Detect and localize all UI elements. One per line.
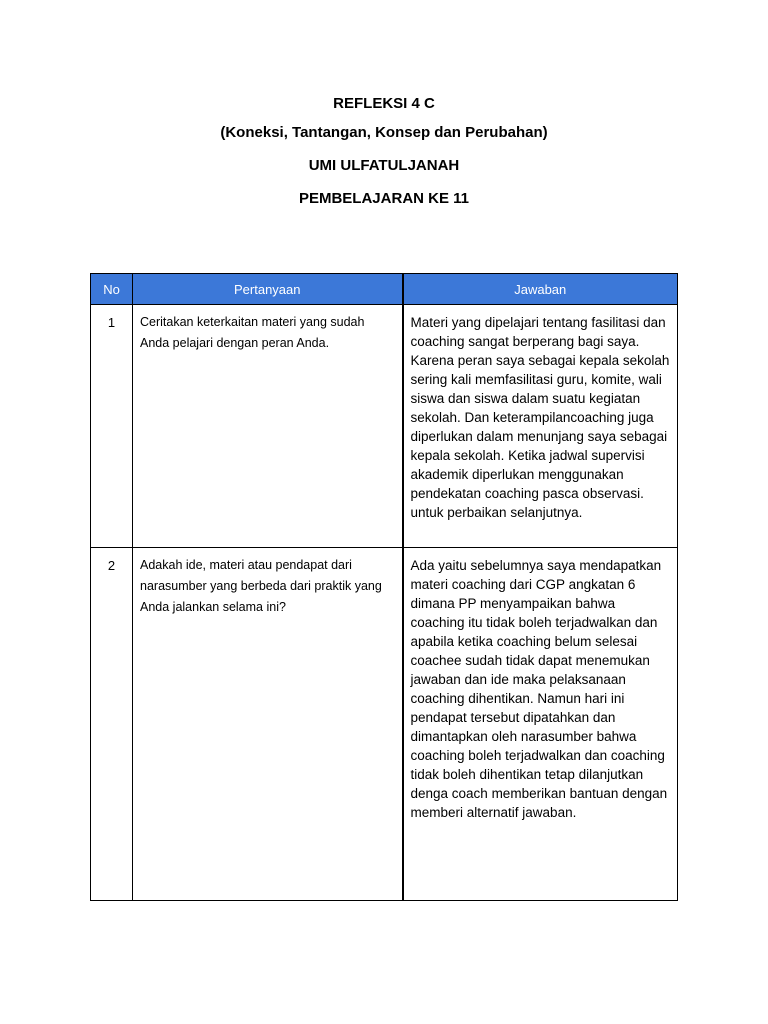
reflection-table [90,273,678,901]
question-cell: Ceritakan keterkaitan materi yang sudah Anda pelajari dengan peran Anda. [133,305,403,548]
lesson-title: PEMBELAJARAN KE 11 [298,190,470,207]
document-title: REFLEKSI 4 C [333,95,435,112]
answer-cell: Materi yang dipelajari tentang fasilitasi dan coaching sangat berperang bagi saya. Karena peran saya sebagai kepala sekolah sering kali memfasilitasi guru, komite, wali siswa dan siswa dalam suatu kegiatan sekolah. Dan keterampilancoaching juga diperlukan dalam menunjang saya sebagai kepala sekolah. Ketika jadwal supervisi akademik diperlukan menggunakan pendekatan coaching pasca observasi. untuk perbaikan selanjutnya. [403,305,678,548]
column-header-no: No [91,274,133,305]
author-name: UMI ULFATULJANAH [308,157,460,174]
table-header-row [91,274,678,305]
document-subtitle: (Koneksi, Tantangan, Konsep dan Perubahan) [220,124,548,141]
table-row [91,548,678,901]
table-row [91,305,678,548]
row-number: 2 [91,548,133,901]
column-header-answer: Jawaban [403,274,678,305]
question-cell: Adakah ide, materi atau pendapat dari narasumber yang berbeda dari praktik yang Anda jalankan selama ini? [133,548,403,901]
column-header-question: Pertanyaan [133,274,403,305]
row-number: 1 [91,305,133,548]
answer-cell: Ada yaitu sebelumnya saya mendapatkan materi coaching dari CGP angkatan 6 dimana PP menyampaikan bahwa coaching itu tidak boleh terjadwalkan dan apabila ketika coaching belum selesai coachee sudah tidak dapat menemukan jawaban dan ide maka pelaksanaan coaching dihentikan. Namun hari ini pendapat tersebut dipatahkan dan dimantapkan oleh narasumber bahwa coaching boleh terjadwalkan dan coaching tidak boleh dihentikan tetap dilanjutkan denga coach memberikan bantuan dengan memberi alternatif jawaban. [403,548,678,901]
